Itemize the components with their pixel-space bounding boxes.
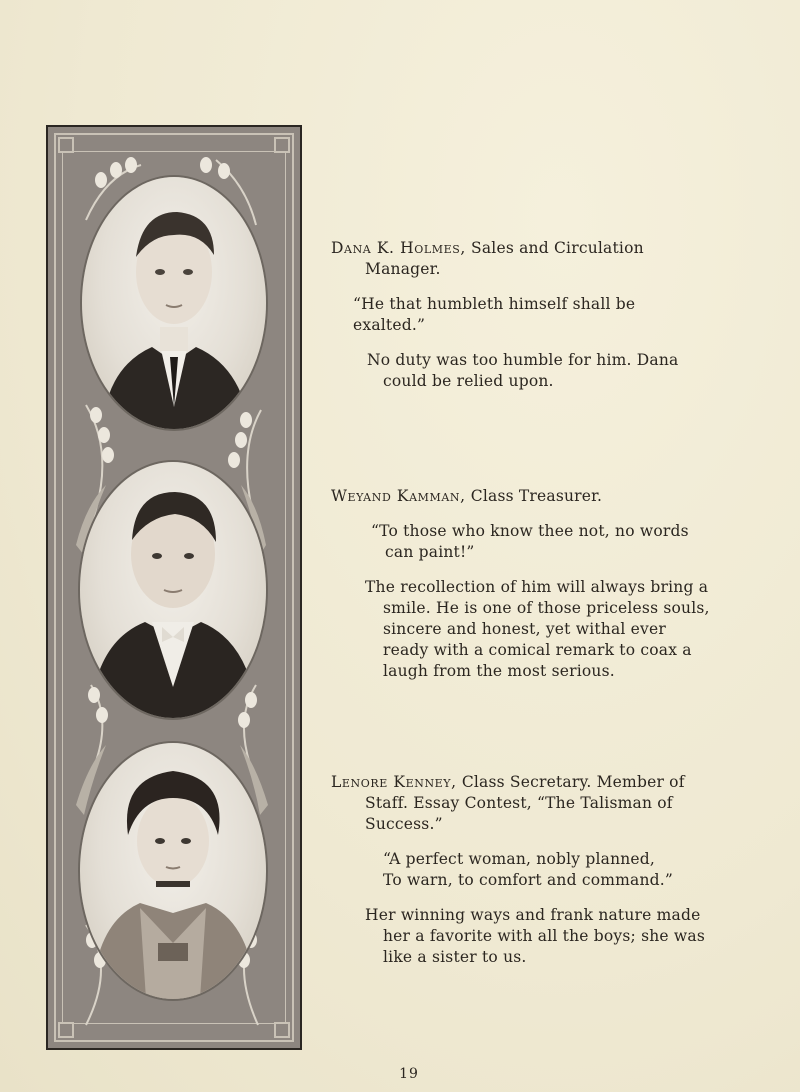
- entry-heading: [331, 486, 711, 507]
- entry-dana-holmes: [331, 238, 711, 392]
- portrait-dana-holmes: [82, 177, 266, 429]
- entry-quote: “To those who know thee not, no words can paint!”: [371, 522, 689, 561]
- entry-role: Class Treasurer.: [470, 487, 603, 505]
- entry-heading: [331, 772, 711, 835]
- entry-description: No duty was too humble for him. Dana could be relied upon.: [367, 351, 679, 390]
- portrait-lenore-kenney: [80, 743, 266, 999]
- entry-description: Her winning ways and frank nature made her a favorite with all the boys; she was like a sister to us.: [365, 906, 705, 966]
- entry-description: The recollection of him will always bring a smile. He is one of those priceless souls, sincere and honest, yet withal ever ready with a comical remark to coax a laugh from the most serious.: [365, 578, 710, 680]
- entry-name: Lenore Kenney,: [331, 773, 457, 791]
- entry-name: Weyand Kamman,: [331, 487, 466, 505]
- entry-name: Dana K. Holmes,: [331, 239, 466, 257]
- entry-role: Class Secretary. Member of Staff. Essay Contest, “The Talisman of Success.”: [365, 773, 685, 833]
- entry-quote: “He that humbleth himself shall be exalted.”: [353, 295, 636, 334]
- entry-lenore-kenney: [331, 772, 711, 968]
- portrait-panel: [46, 125, 302, 1050]
- entry-role: Sales and Circulation Manager.: [365, 239, 644, 278]
- entry-heading: [331, 238, 711, 280]
- page-number: 19: [399, 1066, 419, 1082]
- entry-weyand-kamman: [331, 486, 711, 682]
- portrait-weyand-kamman: [80, 462, 266, 718]
- entry-quote: “A perfect woman, nobly planned, To warn, to comfort and command.”: [383, 850, 674, 889]
